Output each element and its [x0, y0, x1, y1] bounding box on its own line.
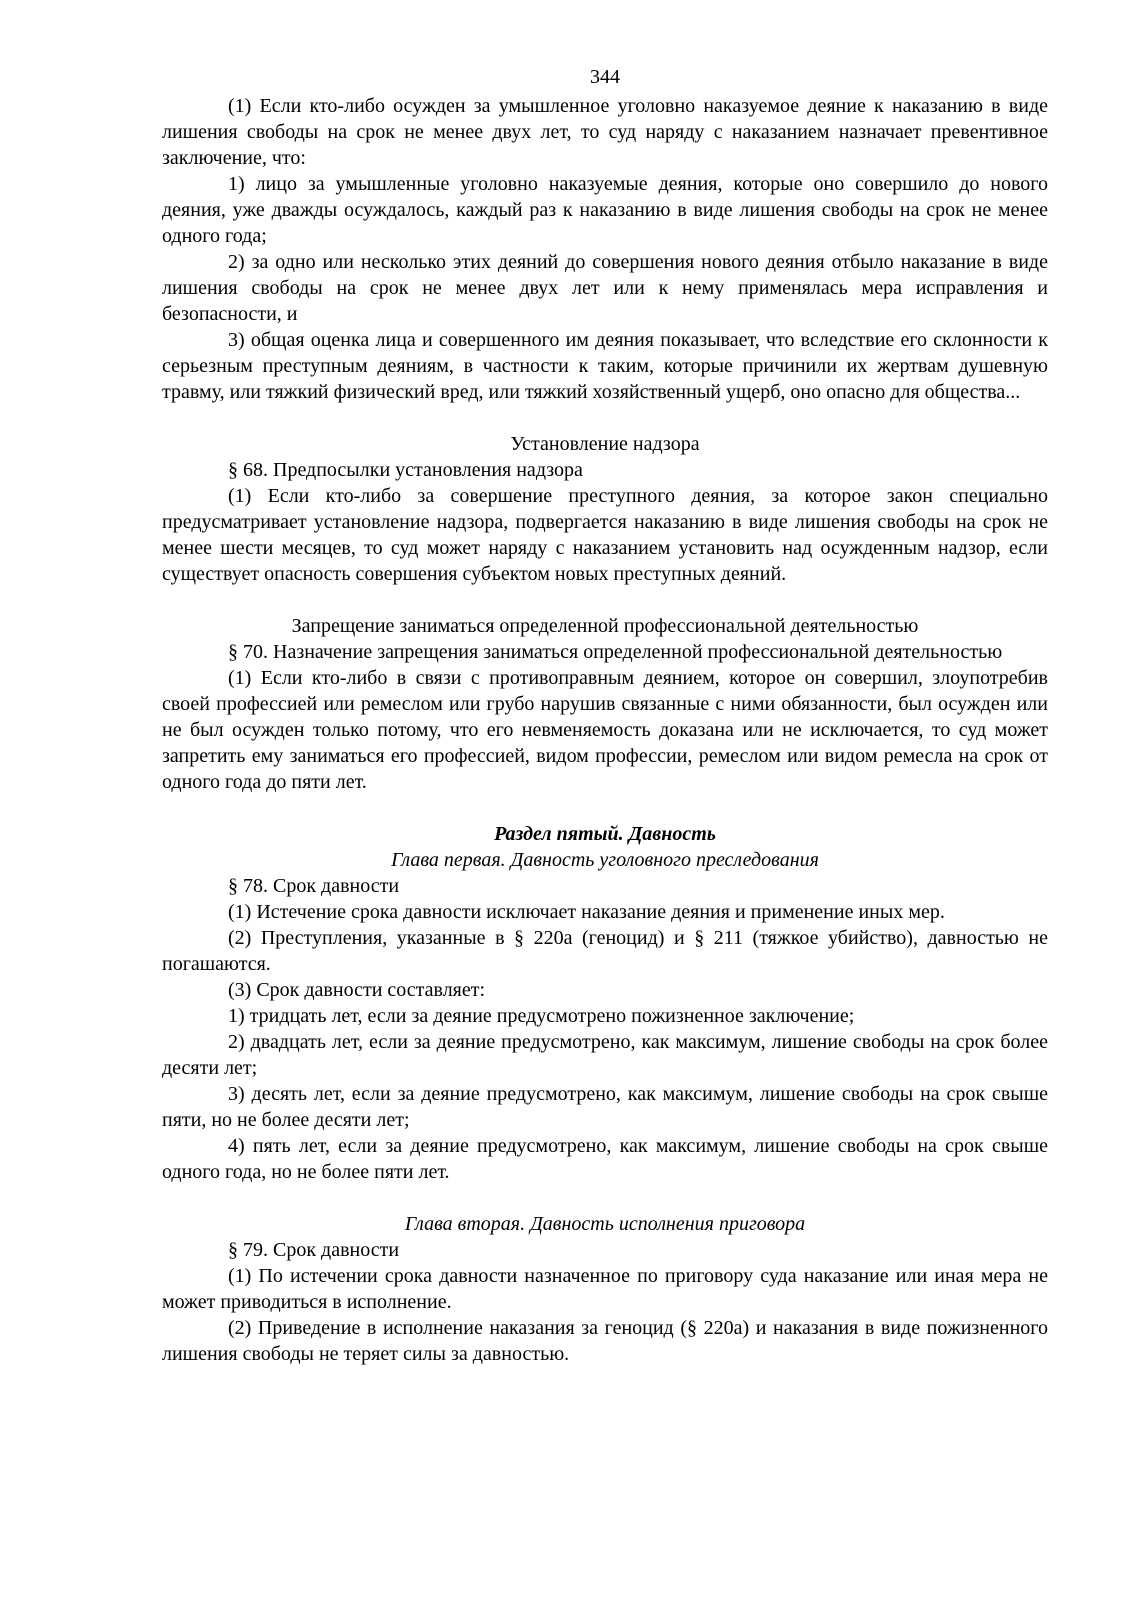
heading-supervision: Установление надзора: [510, 433, 700, 455]
paragraph-title: § 68. Предпосылки установления надзора: [228, 459, 583, 481]
page-number: 344: [590, 66, 620, 88]
paragraph: (1) По истечении срока давности назначенное по приговору суда наказание или иная мера не может приводиться в исполнение.: [162, 1265, 1048, 1313]
paragraph: (1) Если кто-либо за совершение преступного деяния, за которое закон специально предусматривает установление надзора, подвергается наказанию в виде лишения свободы на срок не менее шести месяцев, то суд может наряду с наказанием установить над осужденным надзор, если существует опасность совершения субъектом новых преступных деяний.: [162, 485, 1048, 585]
paragraph: 3) десять лет, если за деяние предусмотрено, как максимум, лишение свободы на срок свыше пяти, но не более десяти лет;: [162, 1083, 1048, 1131]
chapter-heading: Глава первая. Давность уголовного преследования: [391, 849, 819, 871]
paragraph: 2) двадцать лет, если за деяние предусмотрено, как максимум, лишение свободы на срок более десяти лет;: [162, 1031, 1048, 1079]
paragraph: 1) лицо за умышленные уголовно наказуемые деяния, которые оно совершило до нового деяния, уже дважды осуждалось, каждый раз к наказанию в виде лишения свободы на срок не менее одного года;: [162, 173, 1048, 247]
paragraph: (1) Истечение срока давности исключает наказание деяния и применение иных мер.: [228, 901, 945, 923]
paragraph: (2) Приведение в исполнение наказания за геноцид (§ 220а) и наказания в виде пожизненного лишения свободы не теряет силы за давностью.: [162, 1317, 1048, 1365]
paragraph: (1) Если кто-либо в связи с противоправным деянием, которое он совершил, злоупотребив своей профессией или ремеслом или грубо нарушив связанные с ними обязанности, был осужден или не был осужден только потому, что его невменяемость доказана или не исключается, то суд может запретить ему заниматься его профессией, видом профессии, ремеслом или видом ремесла на срок от одного года до пяти лет.: [162, 667, 1048, 793]
section-heading: Раздел пятый. Давность: [494, 823, 716, 845]
paragraph: 2) за одно или несколько этих деяний до совершения нового деяния отбыло наказание в виде лишения свободы на срок не менее двух лет или к нему применялась мера исправления и безопасности, и: [162, 251, 1048, 325]
paragraph: (3) Срок давности составляет:: [228, 979, 486, 1001]
paragraph-title: § 79. Срок давности: [228, 1239, 400, 1261]
paragraph-title: § 70. Назначение запрещения заниматься определенной профессиональной деятельностью: [228, 641, 1003, 663]
paragraph: 4) пять лет, если за деяние предусмотрено, как максимум, лишение свободы на срок свыше одного года, но не более пяти лет.: [162, 1135, 1048, 1183]
heading-professional-ban: Запрещение заниматься определенной профессиональной деятельностью: [291, 615, 919, 637]
chapter-heading: Глава вторая. Давность исполнения приговора: [404, 1213, 806, 1235]
paragraph: (2) Преступления, указанные в § 220а (геноцид) и § 211 (тяжкое убийство), давностью не погашаются.: [162, 927, 1048, 975]
paragraph: 1) тридцать лет, если за деяние предусмотрено пожизненное заключение;: [228, 1005, 855, 1027]
document-page: [162, 64, 1048, 1367]
paragraph-title: § 78. Срок давности: [228, 875, 400, 897]
paragraph: 3) общая оценка лица и совершенного им деяния показывает, что вследствие его склонности к серьезным преступным деяниям, в частности к таким, которые причинили их жертвам душевную травму, или тяжкий физический вред, или тяжкий хозяйственный ущерб, оно опасно для общества...: [162, 329, 1048, 403]
paragraph: (1) Если кто-либо осужден за умышленное уголовно наказуемое деяние к наказанию в виде лишения свободы на срок не менее двух лет, то суд наряду с наказанием назначает превентивное заключение, что:: [162, 95, 1048, 169]
